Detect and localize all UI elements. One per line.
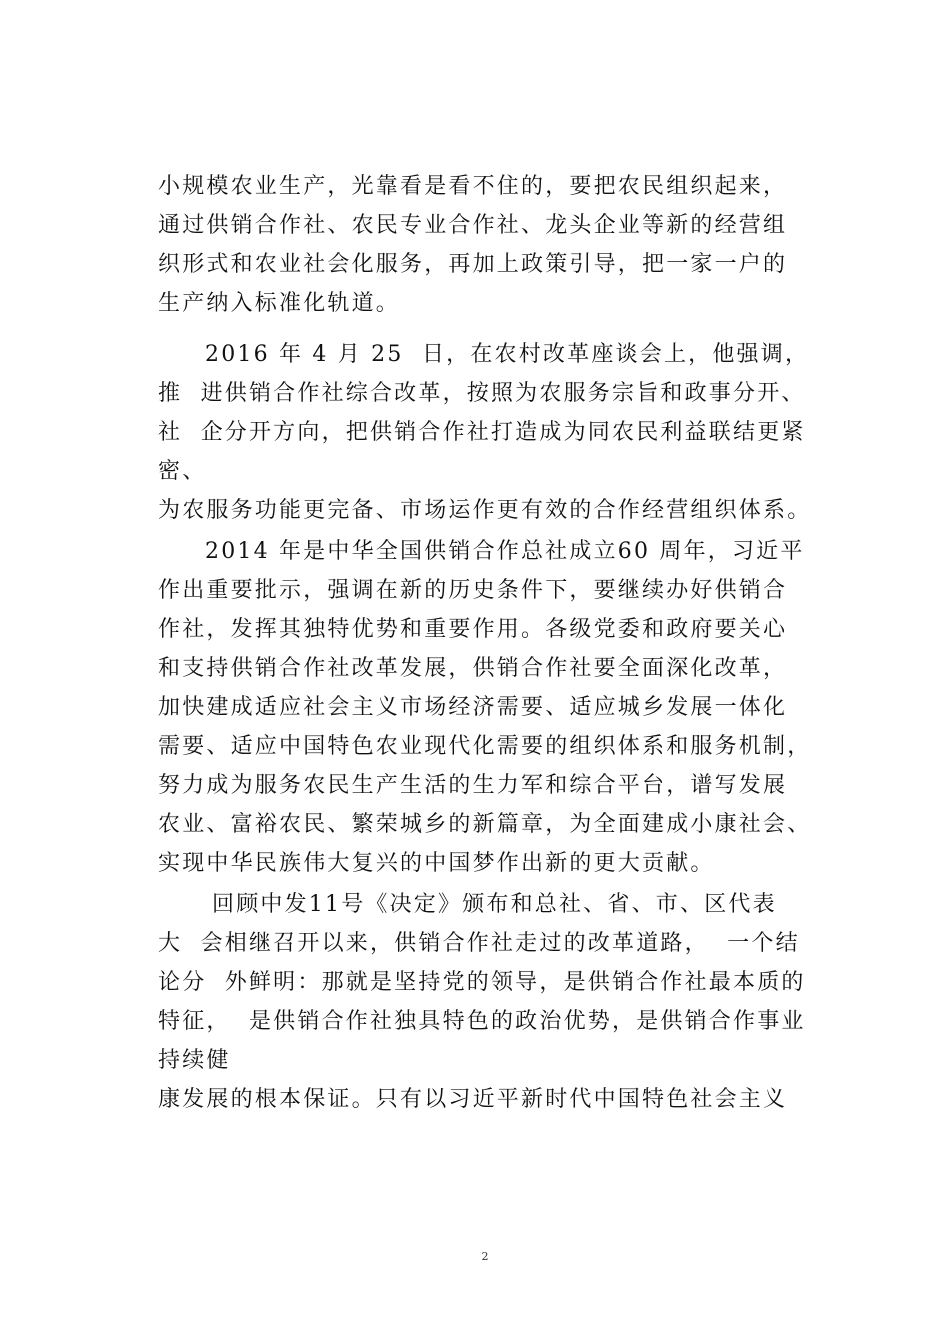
paragraph-line: 和支持供销合作社改革发展，供销合作社要全面深化改革， <box>158 656 788 681</box>
paragraph-line: 织形式和农业社会化服务，再加上政策引导，把一家一户的 <box>158 252 788 277</box>
paragraph-line: 作社，发挥其独特优势和重要作用。各级党委和政府要关心 <box>158 617 788 642</box>
paragraph-line: 特征， 是供销合作社独具特色的政治优势，是供销合作事业 <box>158 1009 806 1034</box>
paragraph-line: 论分 外鲜明：那就是坚持党的领导，是供销合作社最本质的 <box>158 970 806 995</box>
paragraph-line: 加快建成适应社会主义市场经济需要、适应城乡发展一体化 <box>158 695 788 720</box>
paragraph-line: 生产纳入标准化轨道。 <box>158 291 401 316</box>
paragraph-line: 小规模农业生产，光靠看是看不住的，要把农民组织起来， <box>158 174 788 199</box>
paragraph-line: 通过供销合作社、农民专业合作社、龙头企业等新的经营组 <box>158 213 788 238</box>
paragraph-line: 大 会相继召开以来，供销合作社走过的改革道路， 一个结 <box>158 931 800 956</box>
paragraph-line: 努力成为服务农民生产生活的生力军和综合平台，谱写发展 <box>158 773 788 798</box>
paragraph-line: 需要、适应中国特色农业现代化需要的组织体系和服务机制， <box>158 734 812 759</box>
paragraph-line: 康发展的根本保证。只有以习近平新时代中国特色社会主义 <box>158 1087 788 1112</box>
paragraph-line: 作出重要批示，强调在新的历史条件下，要继续办好供销合 <box>158 578 788 603</box>
page-number: 2 <box>481 1250 489 1263</box>
paragraph-line: 农业、富裕农民、繁荣城乡的新篇章，为全面建成小康社会、 <box>158 812 812 837</box>
paragraph-line: 密、 <box>158 459 207 484</box>
paragraph-line: 实现中华民族伟大复兴的中国梦作出新的更大贡献。 <box>158 851 715 876</box>
paragraph-line: 持续健 <box>158 1048 231 1073</box>
paragraph-line: 推 进供销合作社综合改革，按照为农服务宗旨和政事分开、 <box>158 381 806 406</box>
paragraph-line: 2016 年 4 月 25 日，在农村改革座谈会上，他强调， <box>205 342 810 367</box>
paragraph-line: 为农服务功能更完备、市场运作更有效的合作经营组织体系。 <box>158 498 812 523</box>
paragraph-line: 社 企分开方向，把供销合作社打造成为同农民利益联结更紧 <box>158 420 806 445</box>
paragraph-line: 2014 年是中华全国供销合作总社成立60 周年，习近平 <box>205 539 805 564</box>
paragraph-line: 回顾中发11号《决定》颁布和总社、省、市、区代表 <box>212 892 777 917</box>
